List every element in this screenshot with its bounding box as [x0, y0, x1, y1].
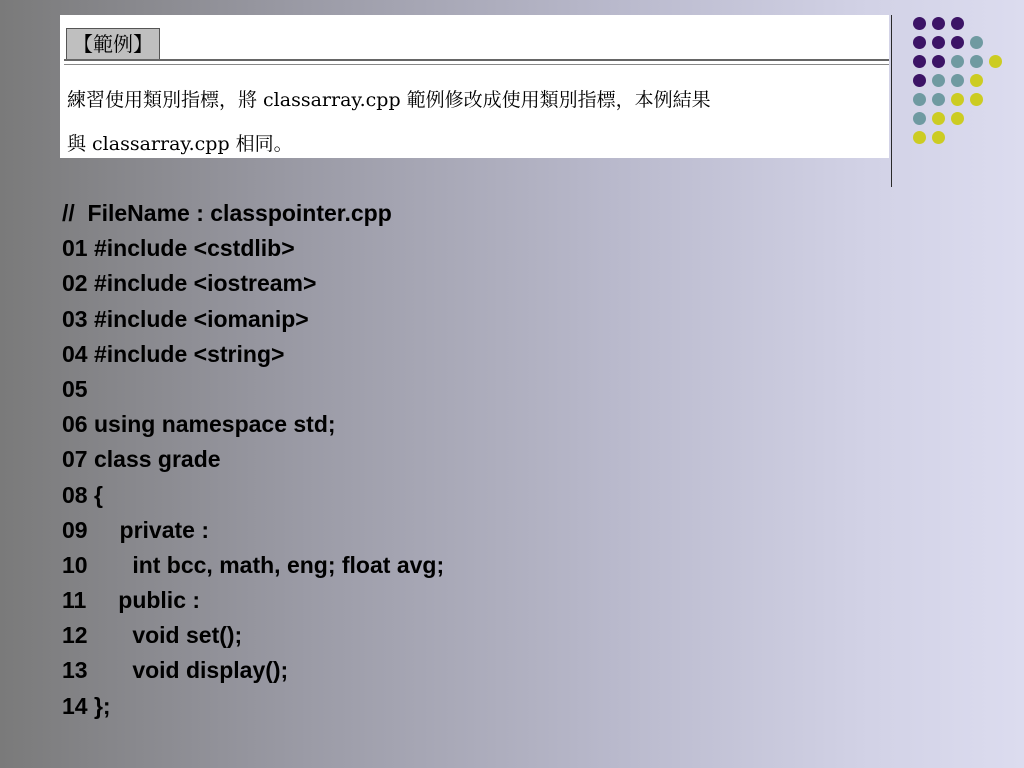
decorative-dot [951, 74, 964, 87]
decorative-dot [970, 93, 983, 106]
example-tag: 【範例】 [66, 28, 160, 60]
code-line: 07 class grade [62, 446, 221, 473]
decorative-dot [970, 55, 983, 68]
decorative-dot [932, 74, 945, 87]
code-line: 05 [62, 375, 88, 402]
code-line: 08 { [62, 481, 103, 508]
code-line: 12 void set(); [62, 622, 243, 649]
decorative-dot [932, 93, 945, 106]
decorative-dot [951, 112, 964, 125]
decorative-dot [951, 55, 964, 68]
decorative-dot [913, 36, 926, 49]
decorative-dot [951, 17, 964, 30]
decorative-dot [913, 93, 926, 106]
code-line: 02 #include <iostream> [62, 270, 317, 297]
code-line: 14 }; [62, 692, 111, 719]
example-box [60, 15, 889, 158]
decorative-dot [951, 36, 964, 49]
decorative-dot [913, 74, 926, 87]
code-line: 06 using namespace std; [62, 411, 336, 438]
example-description-line-1: 練習使用類別指標，將 classarray.cpp 範例修改成使用類別指標，本例結果 [67, 89, 711, 111]
decorative-dot [932, 17, 945, 30]
example-divider-thin [64, 64, 889, 65]
code-line: 10 int bcc, math, eng; float avg; [62, 551, 445, 578]
decorative-dot [932, 36, 945, 49]
vertical-divider [891, 15, 892, 187]
code-line: 01 #include <cstdlib> [62, 235, 295, 262]
decorative-dot [951, 93, 964, 106]
decorative-dot [970, 36, 983, 49]
decorative-dot [913, 131, 926, 144]
code-line: 09 private : [62, 516, 210, 543]
code-line: 13 void display(); [62, 657, 289, 684]
code-listing [62, 196, 444, 724]
decorative-dot [913, 17, 926, 30]
example-divider [64, 59, 889, 61]
decorative-dot [932, 55, 945, 68]
example-description-line-2: 與 classarray.cpp 相同。 [67, 133, 293, 155]
decorative-dot [913, 55, 926, 68]
code-line: // FileName : classpointer.cpp [62, 200, 392, 226]
code-line: 04 #include <string> [62, 340, 285, 367]
code-line: 03 #include <iomanip> [62, 305, 309, 332]
decorative-dot [970, 74, 983, 87]
decorative-dot [989, 55, 1002, 68]
decorative-dot [932, 112, 945, 125]
decorative-dot [932, 131, 945, 144]
code-line: 11 public : [62, 587, 201, 614]
decorative-dot [913, 112, 926, 125]
